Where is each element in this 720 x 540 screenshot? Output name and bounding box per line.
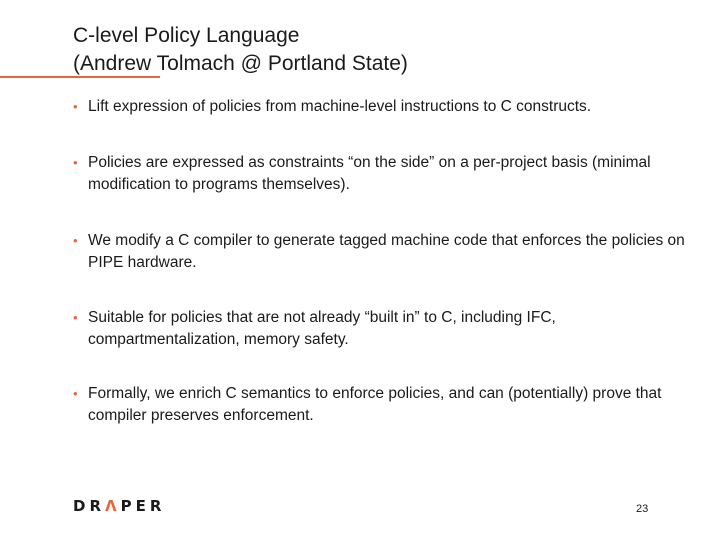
bullet-item	[73, 230, 693, 274]
draper-logo	[73, 498, 165, 514]
logo-part-1: DR	[73, 497, 106, 515]
bullet-text: Suitable for policies that are not already “built in” to C, including IFC, compartmentalization, memory safety.	[88, 309, 556, 348]
bullet-text: Formally, we enrich C semantics to enforce policies, and can (potentially) prove that compiler preserves enforcement.	[88, 385, 662, 424]
bullet-marker-icon: •	[73, 233, 78, 248]
title-accent-divider	[0, 76, 160, 78]
bullet-text: Policies are expressed as constraints “on the side” on a per-project basis (minimal modification to programs themselves).	[88, 154, 651, 193]
bullet-item	[73, 307, 693, 351]
bullet-text: We modify a C compiler to generate tagged machine code that enforces the policies on PIPE hardware.	[88, 232, 685, 271]
page-number: 23	[636, 503, 649, 515]
bullet-text: Lift expression of policies from machine-level instructions to C constructs.	[88, 98, 592, 115]
title-line-1: C-level Policy Language	[73, 24, 300, 47]
bullet-item	[73, 152, 693, 196]
logo-accent-letter: Λ	[105, 497, 121, 515]
bullet-marker-icon: •	[73, 99, 78, 114]
title-line-2: (Andrew Tolmach @ Portland State)	[73, 52, 408, 75]
bullet-marker-icon: •	[73, 310, 78, 325]
logo-wordmark	[73, 497, 165, 515]
bullet-item	[73, 383, 693, 427]
bullet-marker-icon: •	[73, 386, 78, 401]
bullet-item	[73, 96, 591, 118]
logo-part-2: PER	[120, 497, 166, 515]
bullet-marker-icon: •	[73, 155, 78, 170]
slide-title	[73, 22, 693, 78]
